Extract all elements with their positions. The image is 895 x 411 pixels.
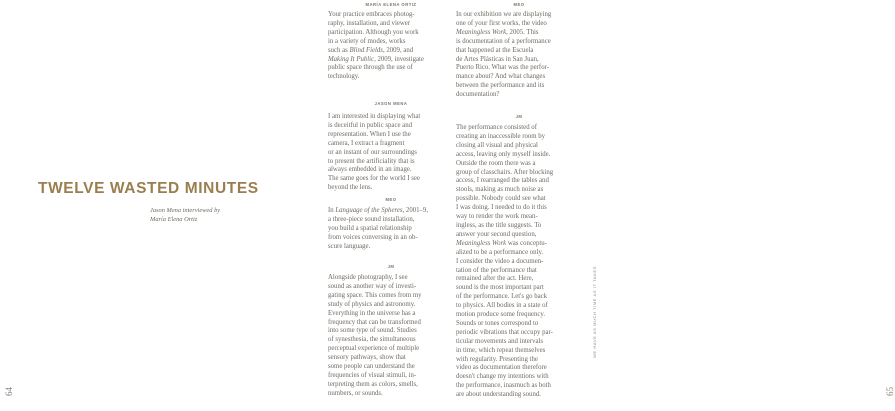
- text-line: closing all visual and physical: [456, 141, 538, 149]
- text-line: possible. Nobody could see what: [456, 195, 546, 203]
- text-line: ticular movements and intervals: [456, 337, 544, 345]
- speaker-label: MEO: [513, 2, 525, 7]
- paragraph: [328, 274, 422, 399]
- text-line: public space through the use of: [328, 64, 413, 72]
- text-line: I am interested in displaying what: [328, 113, 421, 120]
- text-line: some people can understand the: [328, 363, 415, 371]
- text-line: into some type of sound. Studies: [328, 327, 417, 335]
- text-line: Making It Public, 2009, investigate: [328, 55, 424, 63]
- speaker-label: MEO: [385, 197, 397, 202]
- text-line: numbers, or sounds.: [328, 389, 383, 397]
- paragraph: [328, 11, 424, 82]
- text-line: sound is the most important part: [456, 284, 544, 292]
- text-line: access, I rearranged the tables and: [456, 177, 549, 185]
- text-line: doesn't change my intentions with: [456, 373, 549, 381]
- text-line: group of classchairs. After blocking: [456, 168, 554, 176]
- text-line: you build a spatial relationship: [328, 224, 412, 232]
- text-line: a three-piece sound installation,: [328, 215, 415, 223]
- text-line: creating an inaccessible room by: [456, 132, 546, 140]
- article-title: TWELVE WASTED MINUTES: [38, 180, 259, 197]
- text-line: In our exhibition we are displaying: [456, 11, 552, 18]
- text-line: documentation?: [456, 91, 500, 99]
- text-line: are about understanding sound.: [456, 391, 541, 399]
- text-line: is deceitful in public space and: [328, 121, 412, 129]
- paragraph: [328, 113, 420, 193]
- text-line: Meaningless Work, 2005. This: [456, 28, 539, 36]
- text-line: beyond the lens.: [328, 184, 373, 192]
- paragraph: [328, 207, 428, 252]
- text-line: raphy, installation, and viewer: [328, 19, 411, 27]
- byline-line: María Elena Ortiz: [150, 215, 198, 223]
- text-line: to physics. All bodies in a state of: [456, 302, 548, 310]
- text-line: that happened at the Escuela: [456, 46, 534, 54]
- text-line: Puerto Rico. What was the perfor-: [456, 64, 549, 72]
- text-line: access, leaving only myself inside.: [456, 150, 551, 158]
- speaker-label: JM: [515, 114, 523, 119]
- text-line: The performance consisted of: [456, 124, 537, 131]
- text-line: camera, I extract a fragment: [328, 139, 405, 147]
- text-line: periodic vibrations that occupy par-: [456, 328, 553, 336]
- text-line: with regularity. Presenting the: [456, 355, 538, 363]
- text-line: in a variety of modes, works: [328, 37, 406, 45]
- text-line: or an instant of our surroundings: [328, 148, 417, 156]
- text-line: perceptual experience of multiple: [328, 345, 420, 353]
- text-line: in time, which repeat themselves: [456, 346, 546, 354]
- text-line: always embedded in an image.: [328, 166, 412, 174]
- text-line: The same goes for the world I see: [328, 175, 420, 183]
- text-line: Outside the room there was a: [456, 159, 536, 167]
- paragraph: [456, 124, 553, 400]
- paragraph: [456, 11, 551, 100]
- text-line: de Artes Plásticas in San Juan,: [456, 55, 539, 63]
- text-line: Sounds or tones correspond to: [456, 319, 539, 327]
- text-line: ingless, as the title suggests. To: [456, 221, 542, 229]
- page-number-left: 64: [4, 387, 14, 396]
- text-line: stools, making as much noise as: [456, 186, 544, 194]
- text-line: such as Blind Fields, 2009, and: [328, 46, 414, 54]
- running-head: WE HAVE AS MUCH TIME AS IT TAKES: [592, 266, 597, 358]
- text-line: the performance, inasmuch as both: [456, 382, 551, 390]
- left-page: [0, 0, 300, 411]
- text-line: frequency that can be transformed: [328, 318, 421, 326]
- text-line: of synesthesia, the simultaneous: [328, 336, 416, 344]
- text-line: gating space. This comes from my: [328, 291, 422, 299]
- text-line: from voices conversing in an ob-: [328, 233, 418, 241]
- byline: [150, 207, 290, 224]
- speaker-label: JASON MENA: [374, 101, 408, 106]
- text-line: mance about? And what changes: [456, 73, 546, 81]
- text-line: tation of the performance that: [456, 266, 537, 274]
- text-line: I consider the video a documen-: [456, 257, 544, 265]
- text-line: sound as another way of investi-: [328, 282, 417, 290]
- text-line: alized to be a performance only.: [456, 248, 544, 256]
- text-line: representation. When I use the: [328, 130, 411, 138]
- byline-line: Jason Mena interviewed by: [150, 207, 221, 214]
- text-line: one of your first works, the video: [456, 19, 547, 27]
- speaker-label: JM: [387, 264, 395, 269]
- text-line: sensory pathways, show that: [328, 354, 406, 362]
- text-line: motion produce some frequency.: [456, 311, 546, 319]
- speaker-label: MARÍA ELENA ORTIZ: [365, 2, 417, 7]
- page-number-right: 65: [885, 387, 895, 396]
- text-line: video as documentation therefore: [456, 364, 547, 372]
- text-line: scure language.: [328, 242, 371, 250]
- text-line: answer your second question,: [456, 230, 537, 238]
- text-line: of the performance. Let's go back: [456, 293, 548, 301]
- text-line: Your practice embraces photog-: [328, 11, 415, 18]
- text-line: way to render the work mean-: [456, 213, 538, 221]
- text-line: terpreting them as colors, smells,: [328, 380, 418, 388]
- text-line: remained after the act. Here,: [456, 275, 534, 283]
- text-line: Meaningless Work was conceptu-: [456, 239, 547, 247]
- text-line: to present the artificiality that is: [328, 157, 415, 165]
- text-line: In Language of the Spheres, 2001–9,: [328, 207, 429, 214]
- text-line: technology.: [328, 73, 360, 81]
- text-line: Everything in the universe has a: [328, 309, 416, 317]
- text-line: is documentation of a performance: [456, 37, 551, 45]
- text-line: I was doing. I needed to do it this: [456, 204, 547, 212]
- text-line: between the performance and its: [456, 82, 545, 90]
- text-line: Alongside photography, I see: [328, 274, 408, 281]
- text-line: study of physics and astronomy.: [328, 300, 416, 308]
- text-line: participation. Although you work: [328, 28, 419, 36]
- text-line: frequencies of visual stimuli, in-: [328, 371, 417, 379]
